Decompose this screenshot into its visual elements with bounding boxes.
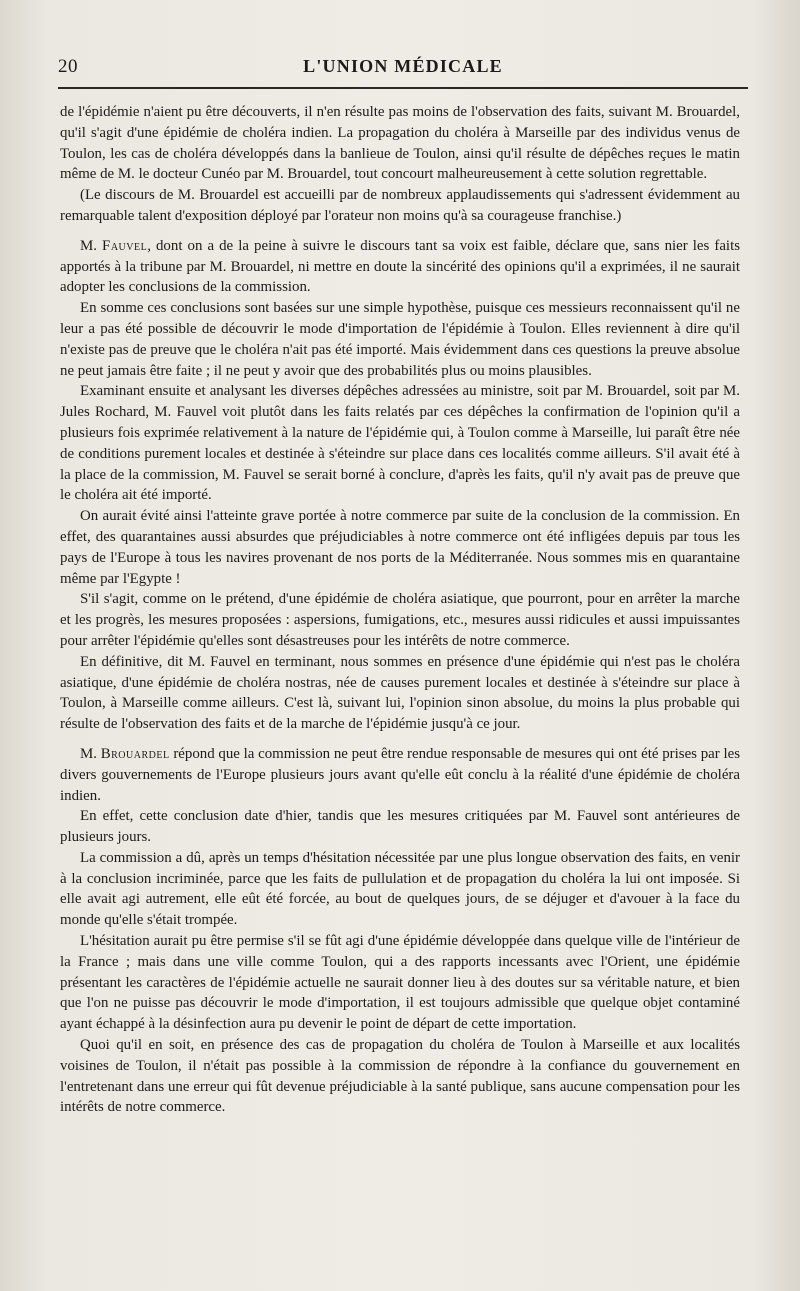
speaker-prefix: M. [80,745,101,762]
page-number: 20 [58,56,78,77]
paragraph: En effet, cette conclusion date d'hier, tandis que les mesures critiquées par M. Fauvel sont antérieures de plusieurs jours. [60,808,740,846]
paragraph: La commission a dû, après un temps d'hésitation nécessitée par une plus longue observation des faits, en venir à la conclusion incriminée, parce que les faits de pullulation et de propagation du choléra la lui ont imposée. Si elle avait agi autrement, elle eût été forcée, au bout de quelques jours, de se déjuger et d'avouer à la face du monde qu'elle s'était trompée. [60,849,740,929]
paragraph: (Le discours de M. Brouardel est accueilli par de nombreux applaudissements qui s'adressent évidemment au remarquable talent d'exposition déployé par l'orateur non moins qu'à sa courageuse franchise.) [60,187,740,224]
paragraph: L'hésitation aurait pu être permise s'il se fût agi d'une épidémie développée dans quelque ville de l'intérieur de la France ; mais dans une ville comme Toulon, qui a des rapports incessants avec l'Orient, une épidémie présentant les caractères de l'épidémie actuelle ne saurait donner lieu à des doutes sur sa véritable nature, et bien que l'on ne puisse pas découvrir le mode d'importation, il est toujours admissible que quelque objet contaminé ayant échappé à la désinfection aura pu devenir le point de départ de cette importation. [60,933,740,1033]
speaker-name: Brouardel [100,745,170,762]
paragraph-speaker [60,744,740,806]
paragraph: En somme ces conclusions sont basées sur une simple hypothèse, puisque ces messieurs reconnaissent qu'il ne leur a pas été possible de découvrir le mode d'importation de l'épidémie à Toulon. Elles reviennent à dire qu'il n'existe pas de preuve que le choléra n'ait pas été importé. Mais évidemment dans ces questions la preuve absolue ne peut jamais être faite ; il ne peut y avoir que des probabilités plus ou moins plausibles. [60,300,740,379]
paragraph-speaker [60,236,740,298]
paragraph: En définitive, dit M. Fauvel en terminant, nous sommes en présence d'une épidémie qui n'est pas le choléra asiatique, d'une épidémie de choléra nostras, née de causes purement locales et destinée à s'éteindre sur place à Toulon, à Marseille comme ailleurs. C'est là, suivant lui, l'opinion sinon absolue, du moins la plus probable qui résulte de l'observation des faits et de la marche de l'épidémie jusqu'à ce jour. [60,653,740,733]
speaker-name: Fauvel [102,237,148,254]
paragraph: Examinant ensuite et analysant les diverses dépêches adressées au ministre, soit par M. Brouardel, soit par M. Jules Rochard, M. Fauvel voit plutôt dans les faits relatés par ces dépêches la confirmation de l'opinion qu'il a plusieurs fois exprimée relativement à la nature de l'épidémie qui, à Toulon comme à Marseille, lui paraît être née de conditions purement locales et destinée à s'éteindre sur place dans ces localités comme ailleurs. S'il avait été à la place de la commission, M. Fauvel se serait borné à conclure, d'après les faits, qu'il n'y avait pas de preuve que le choléra ait été importé. [60,383,740,504]
speaker-prefix: M. [80,237,103,254]
paragraph-text: , dont on a de la peine à suivre le discours tant sa voix est faible, déclare que, sans nier les faits apportés à la tribune par M. Brouardel, ni mettre en doute la sincérité des opinions qu'il a exprimées, il ne saurait adopter les conclusions de la commission. [60,237,741,296]
page-header [58,56,748,86]
header-rule [58,87,748,89]
article-body [60,102,740,1118]
paragraph: Quoi qu'il en soit, en présence des cas de propagation du choléra de Toulon à Marseille et aux localités voisines de Toulon, il n'était pas possible à la commission de répondre à la confiance du gouvernement en l'entretenant dans une erreur qui fût devenue préjudiciable à la santé publique, sans aucune compensation pour les intérêts de notre commerce. [60,1037,740,1116]
paragraph: On aurait évité ainsi l'atteinte grave portée à notre commerce par suite de la conclusion de la commission. En effet, des quarantaines aussi absurdes que préjudiciables à notre commerce ont été infligées depuis par tous les pays de l'Europe à tous les navires provenant de nos ports de la Méditerranée. Nous sommes mis en quarantaine même par l'Egypte ! [60,508,740,587]
paragraph: S'il s'agit, comme on le prétend, d'une épidémie de choléra asiatique, que pourront, pour en arrêter la marche et les progrès, les mesures proposées : aspersions, fumigations, etc., mesures aussi ridicules et aussi impuissantes pour arrêter l'épidémie qu'elles sont désastreuses pour les intérêts de notre commerce. [60,591,740,649]
paragraph: de l'épidémie n'aient pu être découverts, il n'en résulte pas moins de l'observation des faits, suivant M. Brouardel, qu'il s'agit d'une épidémie de choléra indien. La propagation du choléra à Marseille par des individus venus de Toulon, les cas de choléra développés dans la banlieue de Toulon, ainsi qu'il résulte de dépêches reçues le matin même de M. le docteur Cunéo par M. Brouardel, tout concourt malheureusement à cette solution regrettable. [60,104,740,183]
running-title: L'UNION MÉDICALE [303,56,503,76]
paragraph-text: répond que la commission ne peut être rendue responsable de mesures qui ont été prises par les divers gouvernements de l'Europe plusieurs jours avant qu'elle eût conclu à la réalité d'une épidémie de choléra indien. [60,745,740,804]
